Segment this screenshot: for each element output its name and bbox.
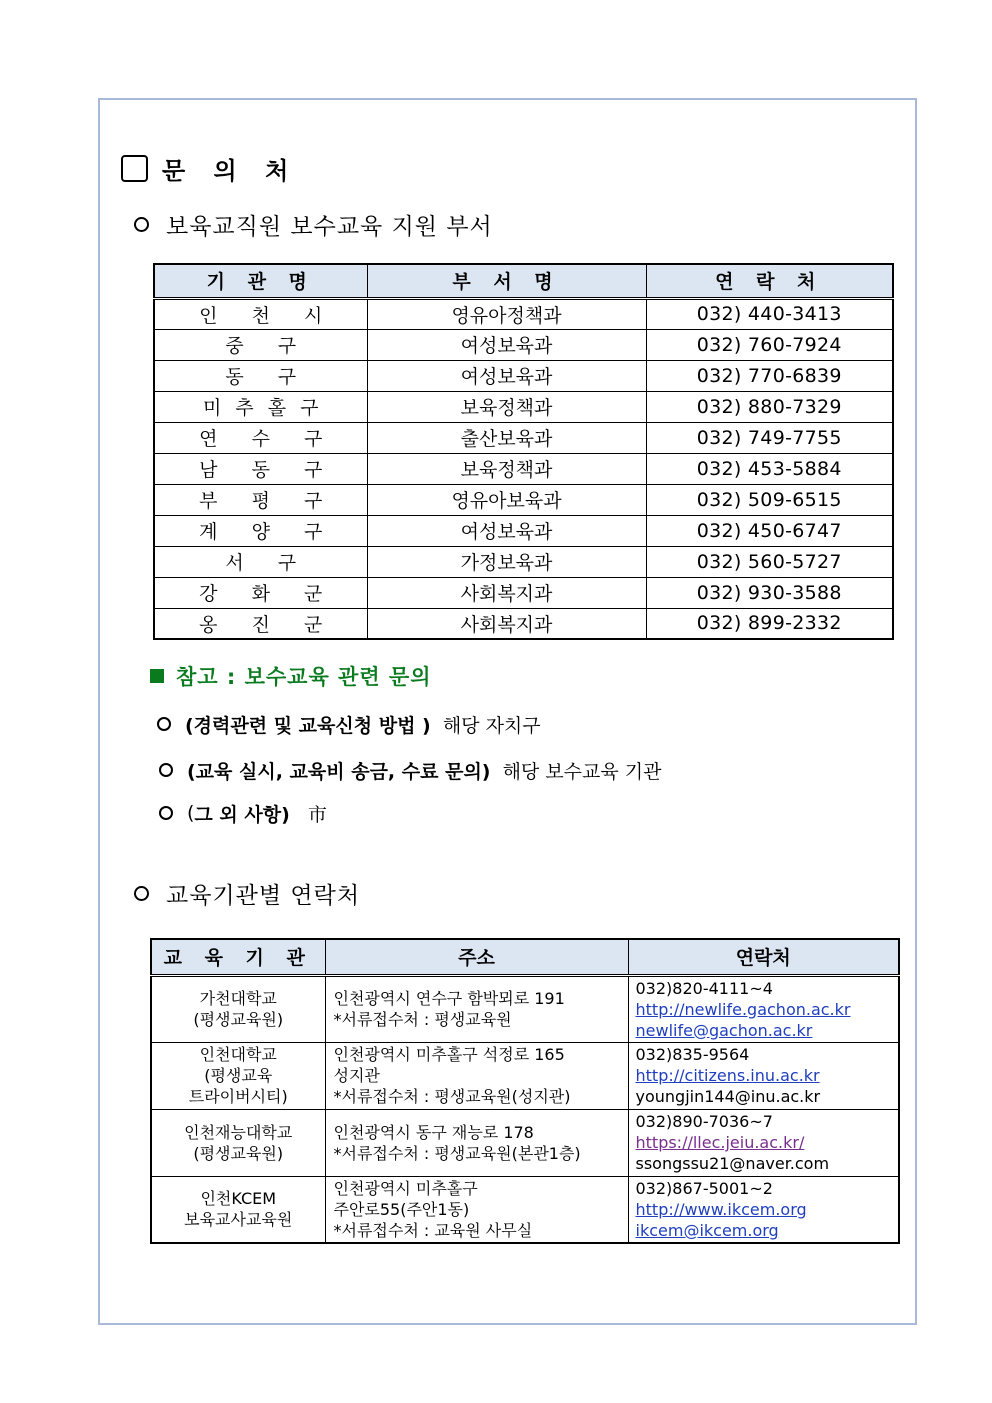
institution-name-line: 인천대학교 [199,1045,277,1064]
circle-bullet-icon [134,886,149,901]
address-cell [325,975,628,1042]
dept-cell: 영유아정책과 [367,298,646,329]
section1-heading: 보육교직원 보수교육 지원 부서 [134,209,493,239]
email-address[interactable]: newlife@gachon.ac.kr [635,1020,813,1040]
contact-cell [628,975,899,1042]
org-name-cell: 서 구 [154,546,367,577]
institution-name-line: 보육교사교육원 [184,1210,293,1230]
org-name-cell: 미추홀구 [154,391,367,422]
checkbox-icon [121,155,148,182]
circle-bullet-icon [159,806,173,820]
page-title [121,150,298,186]
header-address: 주소 [325,939,628,975]
header-org: 기 관 명 [154,264,367,298]
address-line: 인천광역시 미추홀구 석정로 165 [333,1045,565,1064]
org-name-cell: 인 천 시 [154,298,367,329]
institution-cell [151,975,325,1042]
table-row [154,484,893,515]
website-link[interactable]: http://citizens.inu.ac.kr [635,1066,820,1085]
header-contact: 연 락 처 [646,264,893,298]
circle-bullet-icon [157,717,171,731]
email-address: youngjin144@inu.ac.kr [635,1087,821,1106]
note-item: (경력관련 및 교육신청 방법 ) 해당 자치구 [157,710,541,738]
contact-cell [628,1176,899,1243]
institution-name-line: 가천대학교 [199,989,277,1008]
address-line: *서류접수처 : 교육원 사무실 [333,1220,533,1240]
phone-cell: 032) 770-6839 [646,360,893,391]
dept-cell: 사회복지과 [367,577,646,608]
phone-cell: 032) 560-5727 [646,546,893,577]
note-item: ( 그 외 사항) 市 [159,799,327,827]
institution-name-line: 인천KCEM [200,1189,277,1209]
address-line: 주안로55(주안1동) [333,1199,470,1219]
circle-bullet-icon [134,217,149,232]
table-header-row [151,939,899,975]
header-dept: 부 서 명 [367,264,646,298]
address-line: 인천광역시 미추홀구 [333,1178,478,1198]
table-row [154,298,893,329]
institution-name-line: 인천재능대학교 [184,1122,293,1142]
table-row [151,1042,899,1109]
org-name-cell: 중 구 [154,329,367,360]
table-row [154,608,893,639]
dept-cell: 보육정책과 [367,391,646,422]
institution-name-line: (평생교육원) [193,1010,284,1029]
phone-cell: 032) 440-3413 [646,298,893,329]
institution-cell [151,1176,325,1243]
address-line: *서류접수처 : 평생교육원(성지관) [333,1087,571,1106]
table-row [154,453,893,484]
phone-number: 032)867-5001~2 [635,1178,773,1198]
org-name-cell: 옹 진 군 [154,608,367,639]
phone-number: 032)820-4111~4 [635,978,773,998]
dept-cell: 출산보육과 [367,422,646,453]
table-row [154,546,893,577]
institution-cell [151,1042,325,1109]
org-name-cell: 강 화 군 [154,577,367,608]
square-bullet-icon [150,669,164,683]
department-table [153,263,894,640]
address-cell [325,1042,628,1109]
address-line: 성지관 [333,1066,380,1085]
table-row [151,1176,899,1243]
address-line: 인천광역시 연수구 함박뫼로 191 [333,989,565,1008]
contact-cell [628,1109,899,1176]
org-name-cell: 연 수 구 [154,422,367,453]
reference-heading: 참고 : 보수교육 관련 문의 [150,661,432,691]
table-row [151,975,899,1042]
header-institution: 교 육 기 관 [151,939,325,975]
dept-cell: 여성보육과 [367,329,646,360]
institution-cell [151,1109,325,1176]
phone-cell: 032) 930-3588 [646,577,893,608]
email-address: ssongssu21@naver.com [635,1154,830,1173]
address-cell [325,1109,628,1176]
org-name-cell: 남 동 구 [154,453,367,484]
phone-cell: 032) 453-5884 [646,453,893,484]
org-name-cell: 동 구 [154,360,367,391]
table-row [154,329,893,360]
address-cell [325,1176,628,1243]
address-line: *서류접수처 : 평생교육원 [333,1010,512,1029]
website-link[interactable]: http://www.ikcem.org [635,1199,807,1219]
table-row [154,577,893,608]
page-title-text: 문 의 처 [162,156,299,185]
org-name-cell: 계 양 구 [154,515,367,546]
table-header-row [154,264,893,298]
contact-cell [628,1042,899,1109]
dept-cell: 영유아보육과 [367,484,646,515]
table-row [154,422,893,453]
phone-cell: 032) 899-2332 [646,608,893,639]
website-link[interactable]: https://llec.jeiu.ac.kr/ [635,1133,805,1152]
institution-name-line: 트라이버시티) [188,1087,288,1106]
dept-cell: 여성보육과 [367,515,646,546]
website-link[interactable]: http://newlife.gachon.ac.kr [635,999,851,1019]
dept-cell: 사회복지과 [367,608,646,639]
section2-heading: 교육기관별 연락처 [134,878,360,908]
institution-table [150,938,900,1244]
table-row [154,360,893,391]
institution-name-line: (평생교육원) [193,1143,284,1163]
address-line: *서류접수처 : 평생교육원(본관1층) [333,1143,581,1163]
org-name-cell: 부 평 구 [154,484,367,515]
dept-cell: 보육정책과 [367,453,646,484]
note-item: (교육 실시, 교육비 송금, 수료 문의) 해당 보수교육 기관 [159,756,662,784]
dept-cell: 가정보육과 [367,546,646,577]
email-address[interactable]: ikcem@ikcem.org [635,1220,779,1240]
phone-cell: 032) 760-7924 [646,329,893,360]
phone-cell: 032) 509-6515 [646,484,893,515]
phone-cell: 032) 880-7329 [646,391,893,422]
dept-cell: 여성보육과 [367,360,646,391]
circle-bullet-icon [159,763,173,777]
institution-name-line: (평생교육 [204,1066,273,1085]
table-row [154,391,893,422]
address-line: 인천광역시 동구 재능로 178 [333,1122,534,1142]
table-row [151,1109,899,1176]
phone-number: 032)890-7036~7 [635,1112,773,1131]
table-row [154,515,893,546]
header-contact: 연락처 [628,939,899,975]
phone-cell: 032) 749-7755 [646,422,893,453]
phone-number: 032)835-9564 [635,1045,750,1064]
phone-cell: 032) 450-6747 [646,515,893,546]
